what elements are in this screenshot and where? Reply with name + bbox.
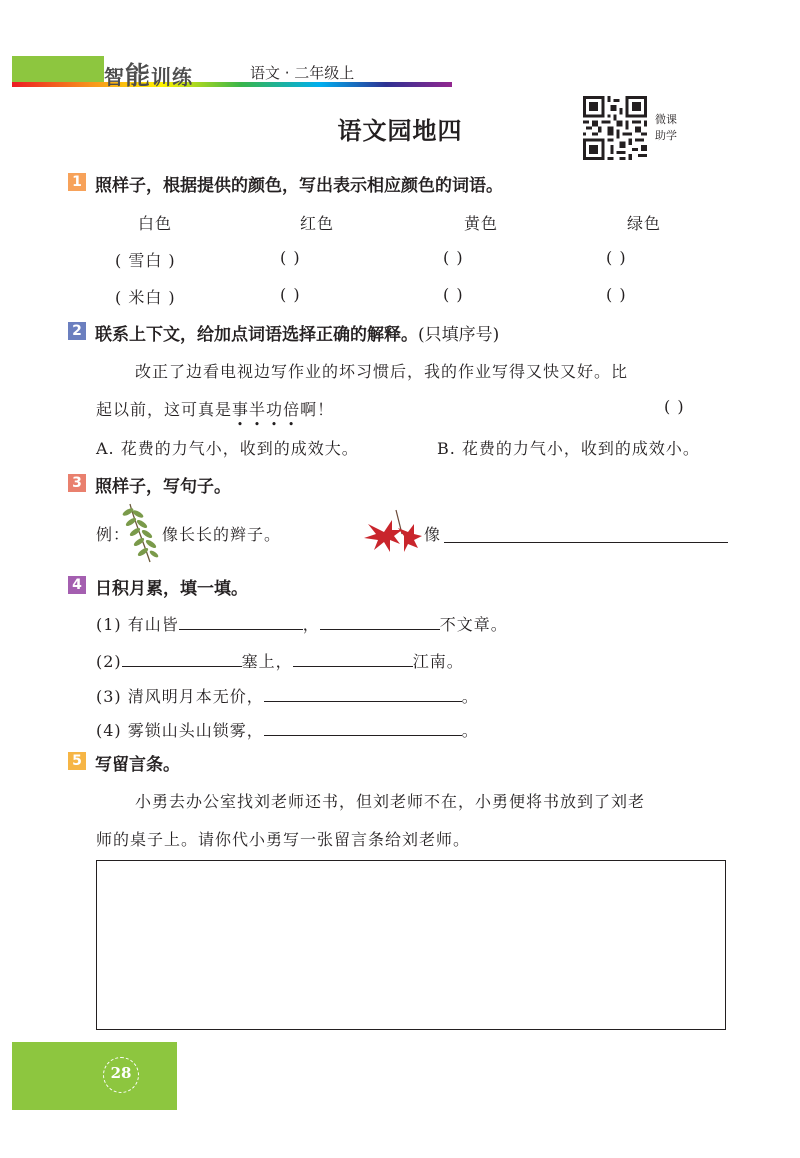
color-label-green: 绿色 xyxy=(627,214,662,233)
dotted-char: 事 xyxy=(232,400,250,419)
qr-label: 微课 助学 xyxy=(655,113,677,142)
header-brand: 智能训练 xyxy=(104,61,194,90)
prompt-line-1: 小勇去办公室找刘老师还书，但刘老师不在，小勇便将书放到了刘老 xyxy=(135,792,646,811)
passage-line-2: 起以前，这可真是事半功倍啊！ xyxy=(96,400,335,419)
fill-blank[interactable] xyxy=(179,615,303,630)
fill-blank[interactable] xyxy=(264,721,462,736)
maple-answer-line[interactable] xyxy=(444,542,728,543)
question-number-2: 2 xyxy=(68,322,86,340)
example-prefix: 例： xyxy=(96,525,131,544)
fill-blank[interactable] xyxy=(293,652,413,667)
maple-sentence-prefix: 像 xyxy=(424,525,442,544)
prompt-line-2: 师的桌子上。请你代小勇写一张留言条给刘老师。 xyxy=(96,830,471,849)
color-label-white: 白色 xyxy=(138,214,173,233)
willow-icon xyxy=(120,502,160,564)
question-3-title: 照样子，写句子。 xyxy=(95,477,231,497)
question-number-1: 1 xyxy=(68,173,86,191)
fill-blank[interactable] xyxy=(320,615,440,630)
example-answer-2: ( 米白 ) xyxy=(115,288,176,307)
answer-paren[interactable]: ( ) xyxy=(443,248,464,267)
color-label-yellow: 黄色 xyxy=(464,214,499,233)
answer-paren[interactable]: ( ) xyxy=(280,248,301,267)
question-5-title: 写留言条。 xyxy=(95,755,180,775)
color-label-red: 红色 xyxy=(300,214,335,233)
question-number-3: 3 xyxy=(68,474,86,492)
example-answer-1: ( 雪白 ) xyxy=(115,251,176,270)
answer-paren[interactable]: ( ) xyxy=(606,248,627,267)
dotted-char: 半 xyxy=(249,400,267,419)
question-4-title: 日积月累，填一填。 xyxy=(95,579,248,599)
fill-blank[interactable] xyxy=(264,687,462,702)
maple-leaf-icon xyxy=(362,506,422,554)
page-number: 28 xyxy=(110,1064,132,1082)
question-1-title: 照样子，根据提供的颜色，写出表示相应颜色的词语。 xyxy=(95,176,503,196)
dotted-char: 倍 xyxy=(283,400,301,419)
header-green-bar xyxy=(12,56,104,82)
qr-code-icon[interactable] xyxy=(583,96,647,160)
message-answer-box[interactable] xyxy=(96,860,726,1030)
header-rainbow-line xyxy=(12,82,452,87)
passage-line-1: 改正了边看电视边写作业的坏习惯后，我的作业写得又快又好。比 xyxy=(135,362,629,381)
poem-line-4: (4) 雾锁山头山锁雾， 。 xyxy=(96,721,479,740)
dotted-char: 功 xyxy=(266,400,284,419)
answer-paren[interactable]: ( ) xyxy=(280,285,301,304)
question-number-4: 4 xyxy=(68,576,86,594)
answer-paren[interactable]: ( ) xyxy=(443,285,464,304)
option-b: B. 花费的力气小，收到的成效小。 xyxy=(437,439,700,458)
page-title: 语文园地四 xyxy=(337,116,463,145)
poem-line-1: (1) 有山皆 ， 不文章。 xyxy=(96,615,508,634)
answer-paren[interactable]: ( ) xyxy=(664,397,685,416)
fill-blank[interactable] xyxy=(122,652,242,667)
poem-line-2: (2) 塞上， 江南。 xyxy=(96,652,464,671)
example-sentence: 像长长的辫子。 xyxy=(162,525,282,544)
header-subject: 语文 · 二年级上 xyxy=(250,64,355,82)
question-number-5: 5 xyxy=(68,752,86,770)
poem-line-3: (3) 清风明月本无价， 。 xyxy=(96,687,479,706)
option-a: A. 花费的力气小，收到的成效大。 xyxy=(96,439,359,458)
footer-green-block xyxy=(12,1042,177,1110)
answer-paren[interactable]: ( ) xyxy=(606,285,627,304)
question-2-title: 联系上下文，给加点词语选择正确的解释。(只填序号) xyxy=(95,325,500,345)
